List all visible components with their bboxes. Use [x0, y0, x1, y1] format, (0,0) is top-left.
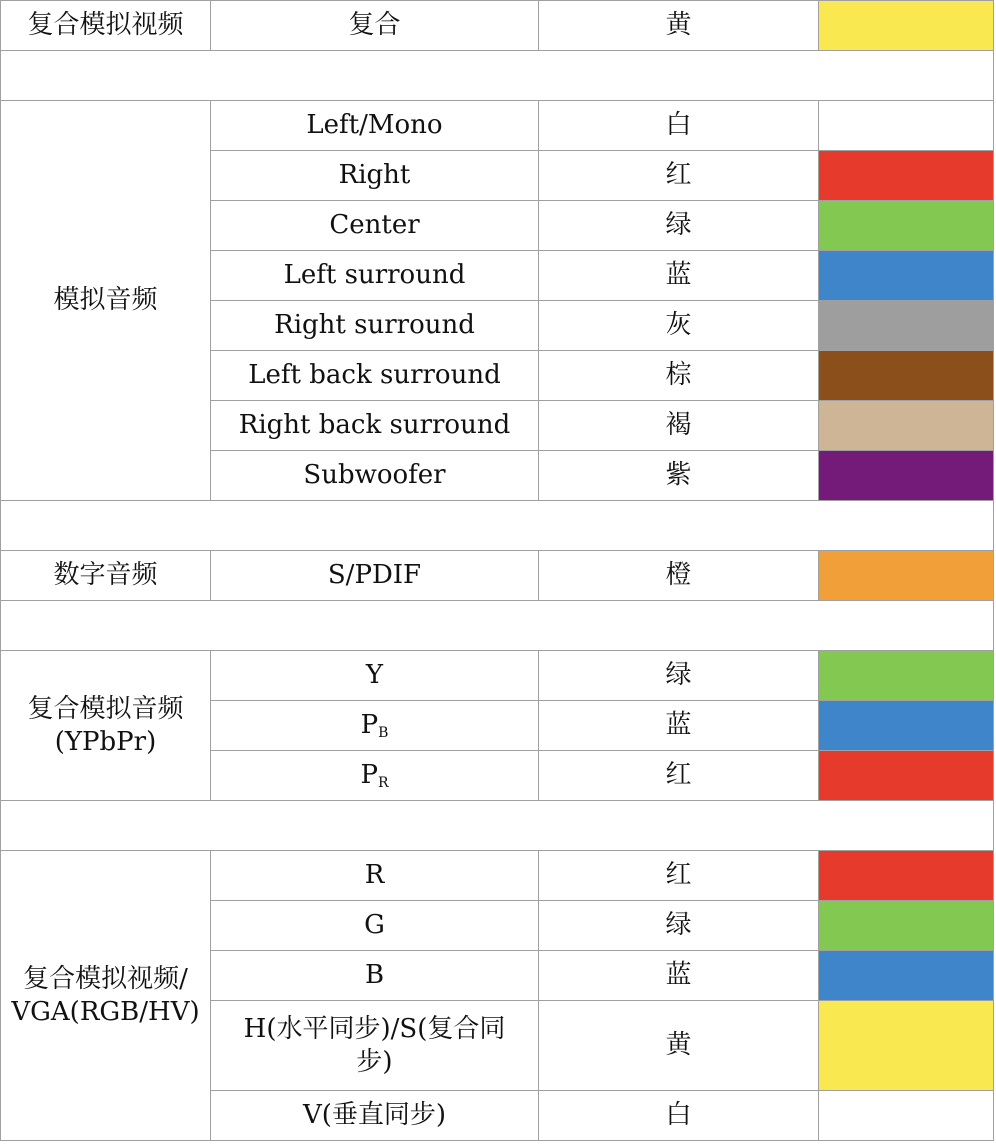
color-swatch [819, 901, 994, 951]
color-name: 蓝 [539, 951, 819, 1001]
group-label [1, 851, 211, 1141]
color-swatch [819, 101, 994, 151]
spacer-row [1, 51, 994, 101]
signal-name [211, 751, 539, 801]
signal-name [211, 701, 539, 751]
color-swatch [819, 751, 994, 801]
spacer-cell [1, 601, 994, 651]
signal-line2: 步) [356, 1046, 393, 1077]
group-label: 复合模拟视频 [1, 1, 211, 51]
color-name: 红 [539, 851, 819, 901]
color-name: 绿 [539, 201, 819, 251]
group-label: 数字音频 [1, 551, 211, 601]
signal-name: Left/Mono [211, 101, 539, 151]
color-swatch [819, 451, 994, 501]
color-name: 橙 [539, 551, 819, 601]
color-swatch [819, 301, 994, 351]
spacer-row [1, 601, 994, 651]
color-swatch [819, 951, 994, 1001]
color-name: 蓝 [539, 701, 819, 751]
signal-name: Right [211, 151, 539, 201]
signal-name: S/PDIF [211, 551, 539, 601]
signal-main: P [360, 759, 378, 790]
spacer-cell [1, 501, 994, 551]
table-row [1, 651, 994, 701]
color-swatch [819, 651, 994, 701]
color-name: 紫 [539, 451, 819, 501]
color-swatch [819, 1, 994, 51]
color-name: 蓝 [539, 251, 819, 301]
color-swatch [819, 851, 994, 901]
color-name: 绿 [539, 651, 819, 701]
signal-name: Right back surround [211, 401, 539, 451]
signal-subscript: R [377, 774, 389, 791]
signal-name: Right surround [211, 301, 539, 351]
color-swatch [819, 1091, 994, 1141]
color-swatch [819, 1001, 994, 1091]
group-label-line1: 复合模拟音频 [27, 694, 184, 724]
color-name: 红 [539, 151, 819, 201]
table-row [1, 851, 994, 901]
signal-name: Center [211, 201, 539, 251]
signal-name: Y [211, 651, 539, 701]
color-name: 灰 [539, 301, 819, 351]
color-swatch [819, 401, 994, 451]
group-label [1, 651, 211, 801]
color-name: 白 [539, 1091, 819, 1141]
color-swatch [819, 701, 994, 751]
group-label-line2: VGA(RGB/HV) [11, 996, 200, 1027]
group-label-line2: (YPbPr) [54, 726, 157, 757]
group-label: 模拟音频 [1, 101, 211, 501]
color-name: 红 [539, 751, 819, 801]
color-swatch [819, 251, 994, 301]
color-name: 黄 [539, 1, 819, 51]
spacer-cell [1, 801, 994, 851]
color-swatch [819, 551, 994, 601]
spacer-row [1, 801, 994, 851]
signal-name: B [211, 951, 539, 1001]
signal-name: Left surround [211, 251, 539, 301]
table-row [1, 551, 994, 601]
table-row [1, 1, 994, 51]
signal-name [211, 1001, 539, 1091]
signal-name: V(垂直同步) [211, 1091, 539, 1141]
spacer-cell [1, 51, 994, 101]
spacer-row [1, 501, 994, 551]
color-swatch [819, 151, 994, 201]
color-swatch [819, 351, 994, 401]
signal-name: G [211, 901, 539, 951]
signal-name: R [211, 851, 539, 901]
group-label-line1: 复合模拟视频/ [23, 964, 188, 994]
signal-main: P [360, 709, 379, 740]
signal-line1: H(水平同步)/S(复合同 [243, 1014, 506, 1044]
color-name: 绿 [539, 901, 819, 951]
color-name: 白 [539, 101, 819, 151]
signal-name: 复合 [211, 1, 539, 51]
signal-subscript: B [378, 724, 389, 741]
color-name: 棕 [539, 351, 819, 401]
table-row [1, 101, 994, 151]
color-name: 褐 [539, 401, 819, 451]
signal-name: Left back surround [211, 351, 539, 401]
color-swatch [819, 201, 994, 251]
color-name: 黄 [539, 1001, 819, 1091]
signal-name: Subwoofer [211, 451, 539, 501]
